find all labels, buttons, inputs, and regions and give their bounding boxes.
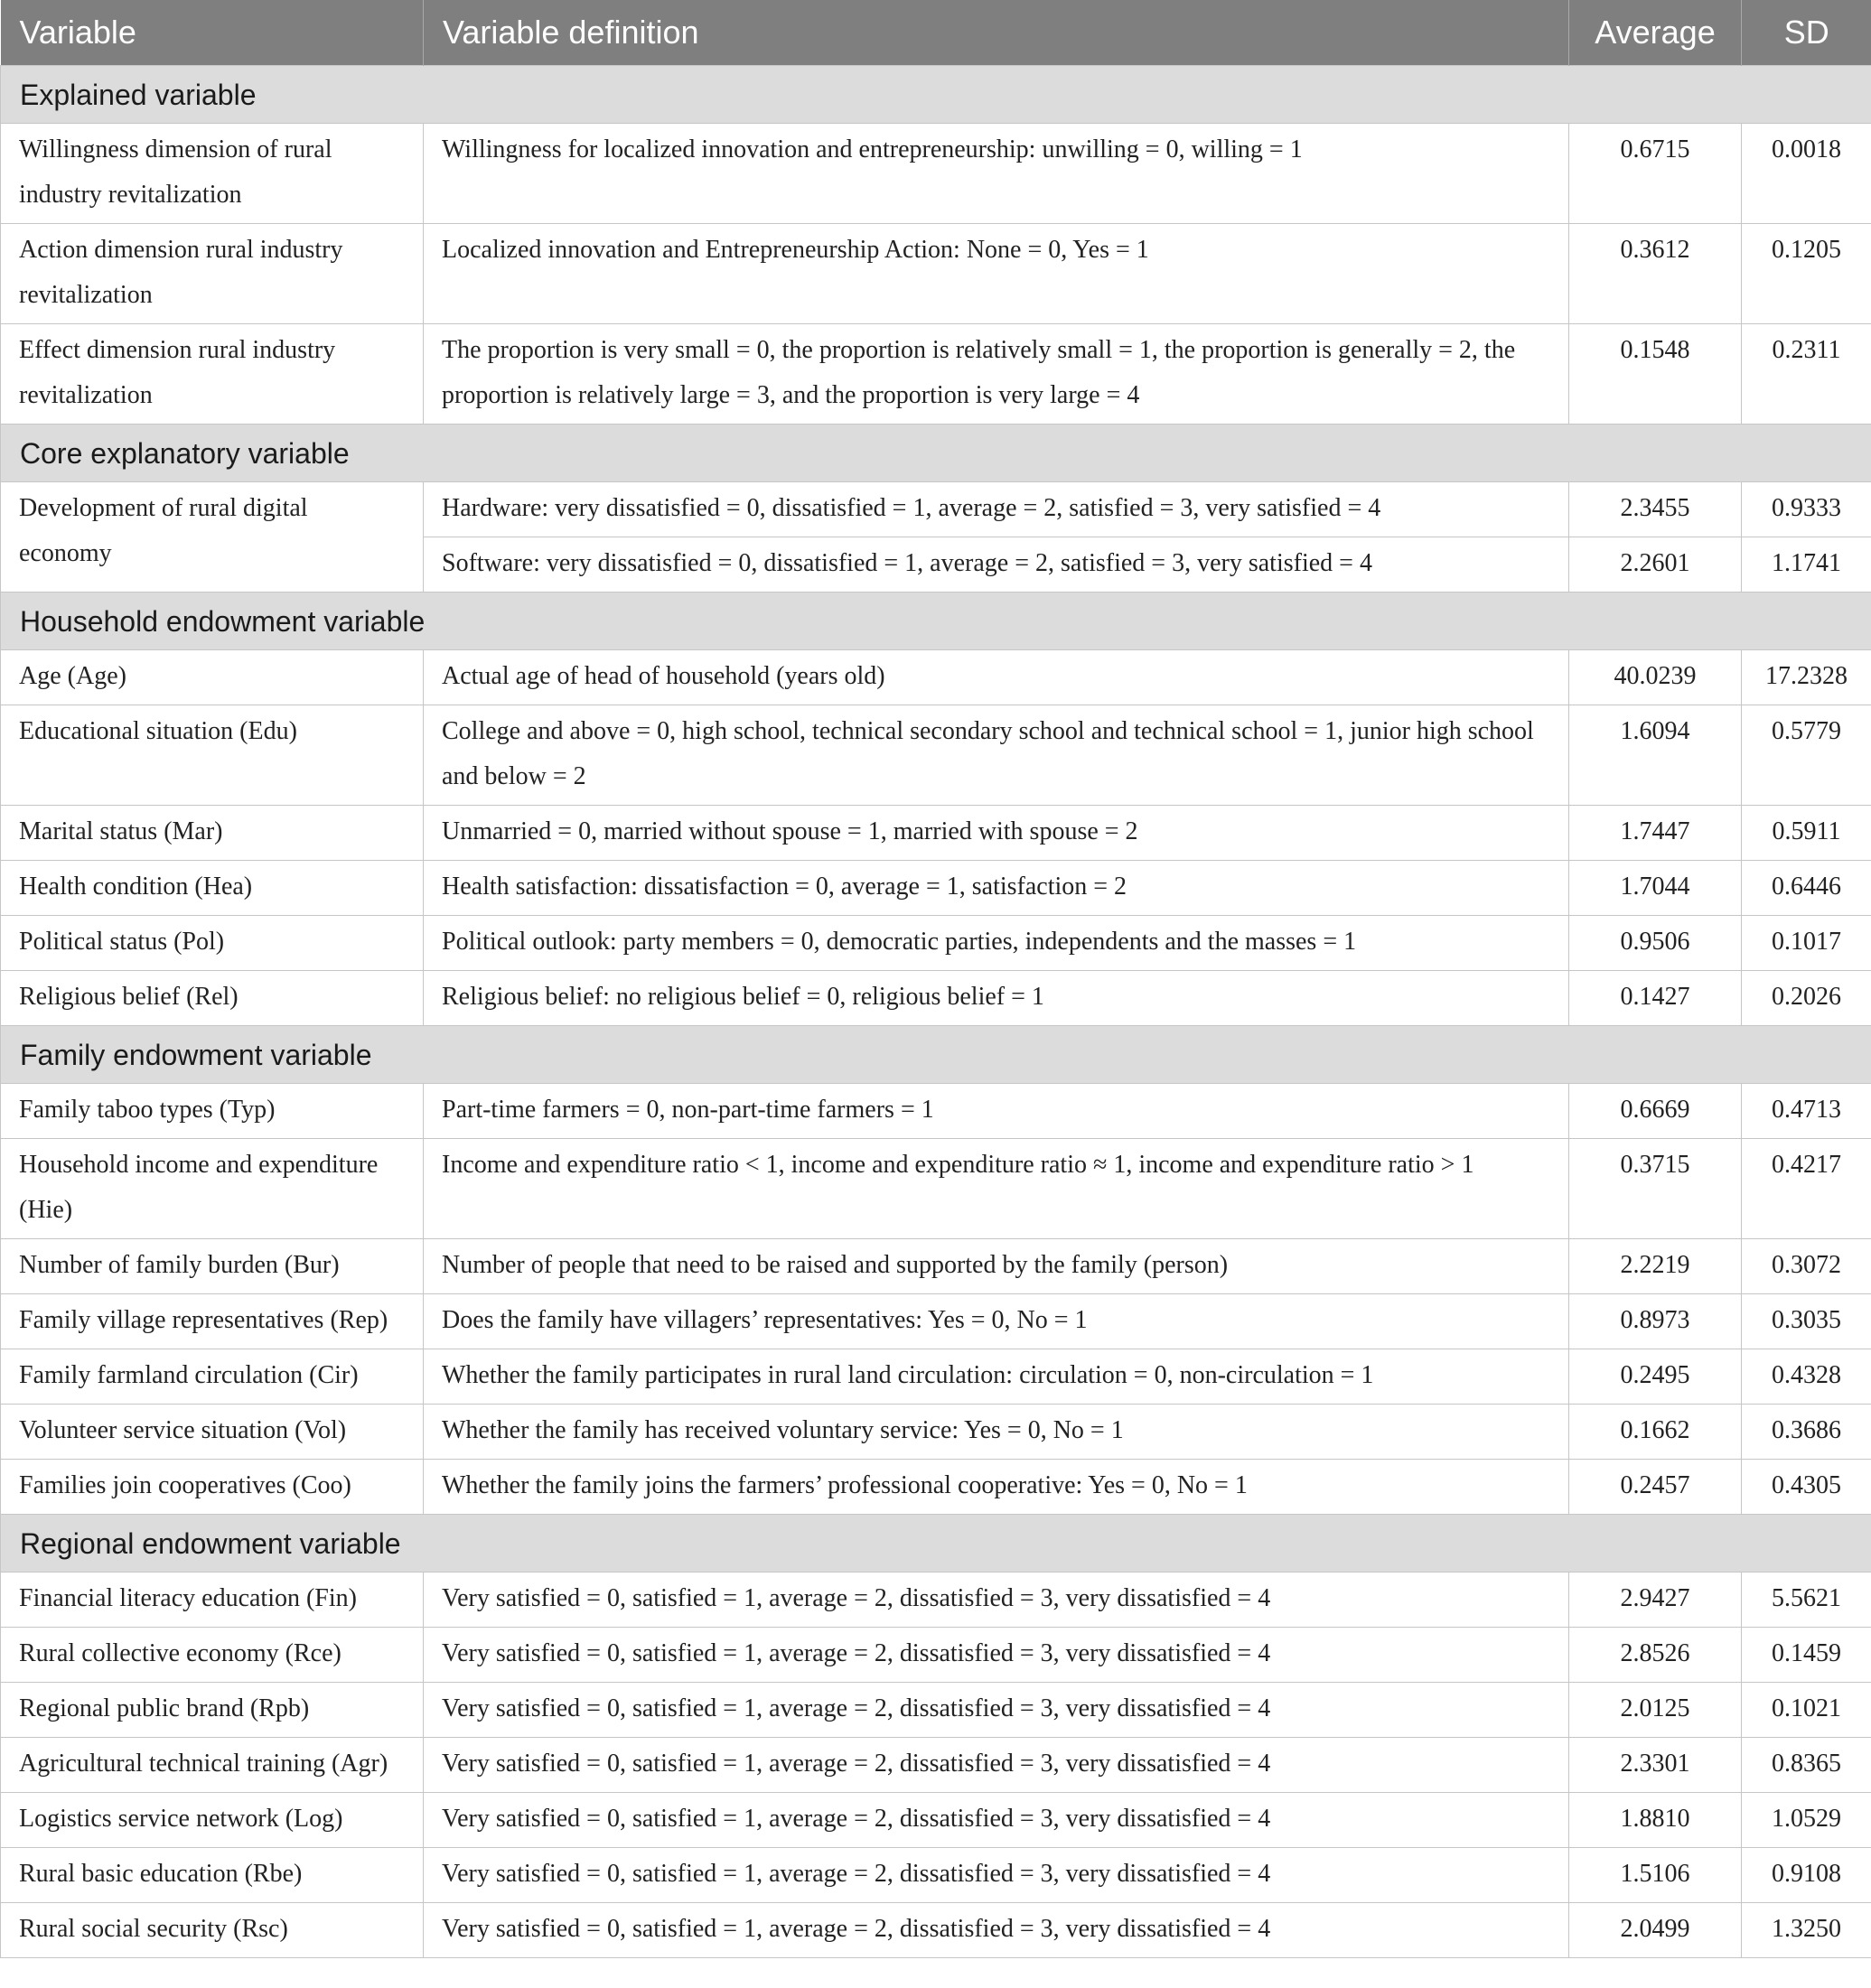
table-row — [1, 1573, 1871, 1628]
header-definition: Variable definition — [424, 0, 1569, 66]
definition-cell: Unmarried = 0, married without spouse = 1, married with spouse = 2 — [424, 806, 1569, 861]
definition-cell: Very satisfied = 0, satisfied = 1, average = 2, dissatisfied = 3, very dissatisfied = 4 — [424, 1573, 1569, 1628]
average-cell: 2.2601 — [1569, 537, 1742, 593]
definition-cell: College and above = 0, high school, technical secondary school and technical school = 1, junior high school and below = 2 — [424, 705, 1569, 806]
sd-cell: 5.5621 — [1742, 1573, 1871, 1628]
section-row — [1, 425, 1871, 482]
section-title: Family endowment variable — [1, 1026, 1871, 1084]
sd-cell: 0.4713 — [1742, 1084, 1871, 1139]
definition-cell: Localized innovation and Entrepreneurship Action: None = 0, Yes = 1 — [424, 224, 1569, 324]
table-row — [1, 1405, 1871, 1460]
definition-cell: Actual age of head of household (years old) — [424, 650, 1569, 705]
sd-cell: 0.9108 — [1742, 1848, 1871, 1903]
definition-cell: Does the family have villagers’ representatives: Yes = 0, No = 1 — [424, 1294, 1569, 1349]
average-cell: 2.3455 — [1569, 482, 1742, 537]
sd-cell: 1.1741 — [1742, 537, 1871, 593]
average-cell: 0.2457 — [1569, 1460, 1742, 1515]
table-row — [1, 650, 1871, 705]
average-cell: 1.7044 — [1569, 861, 1742, 916]
definition-cell: Whether the family joins the farmers’ professional cooperative: Yes = 0, No = 1 — [424, 1460, 1569, 1515]
sd-cell: 0.2311 — [1742, 324, 1871, 425]
variable-cell: Age (Age) — [1, 650, 424, 705]
sd-cell: 0.1459 — [1742, 1628, 1871, 1683]
definition-cell: Very satisfied = 0, satisfied = 1, average = 2, dissatisfied = 3, very dissatisfied = 4 — [424, 1738, 1569, 1793]
variable-cell: Families join cooperatives (Coo) — [1, 1460, 424, 1515]
variable-cell: Religious belief (Rel) — [1, 971, 424, 1026]
average-cell: 1.8810 — [1569, 1793, 1742, 1848]
table-row — [1, 1084, 1871, 1139]
variable-cell: Marital status (Mar) — [1, 806, 424, 861]
average-cell: 40.0239 — [1569, 650, 1742, 705]
sd-cell: 0.5911 — [1742, 806, 1871, 861]
section-title: Household endowment variable — [1, 593, 1871, 650]
definition-cell: Income and expenditure ratio < 1, income and expenditure ratio ≈ 1, income and expenditure ratio > 1 — [424, 1139, 1569, 1239]
variable-cell: Number of family burden (Bur) — [1, 1239, 424, 1294]
section-row — [1, 1026, 1871, 1084]
definition-cell: Very satisfied = 0, satisfied = 1, average = 2, dissatisfied = 3, very dissatisfied = 4 — [424, 1793, 1569, 1848]
table-row — [1, 1294, 1871, 1349]
section-row — [1, 1515, 1871, 1573]
sd-cell: 1.0529 — [1742, 1793, 1871, 1848]
average-cell: 0.1662 — [1569, 1405, 1742, 1460]
table-row — [1, 1738, 1871, 1793]
sd-cell: 0.3686 — [1742, 1405, 1871, 1460]
section-title: Explained variable — [1, 66, 1871, 124]
sd-cell: 0.8365 — [1742, 1738, 1871, 1793]
definition-cell: The proportion is very small = 0, the proportion is relatively small = 1, the proportion is generally = 2, the proportion is relatively large = 3, and the proportion is very large = 4 — [424, 324, 1569, 425]
definition-cell: Number of people that need to be raised and supported by the family (person) — [424, 1239, 1569, 1294]
sd-cell: 0.5779 — [1742, 705, 1871, 806]
sd-cell: 0.4305 — [1742, 1460, 1871, 1515]
definition-cell: Political outlook: party members = 0, democratic parties, independents and the masses = 1 — [424, 916, 1569, 971]
average-cell: 1.7447 — [1569, 806, 1742, 861]
table-row — [1, 971, 1871, 1026]
header-sd: SD — [1742, 0, 1871, 66]
definition-cell: Whether the family has received voluntary service: Yes = 0, No = 1 — [424, 1405, 1569, 1460]
variable-cell: Regional public brand (Rpb) — [1, 1683, 424, 1738]
table-row — [1, 1460, 1871, 1515]
average-cell: 0.9506 — [1569, 916, 1742, 971]
average-cell: 2.0125 — [1569, 1683, 1742, 1738]
definition-cell: Part-time farmers = 0, non-part-time farmers = 1 — [424, 1084, 1569, 1139]
sd-cell: 0.1017 — [1742, 916, 1871, 971]
average-cell: 0.3715 — [1569, 1139, 1742, 1239]
table-row — [1, 1628, 1871, 1683]
variable-cell: Health condition (Hea) — [1, 861, 424, 916]
variable-cell: Volunteer service situation (Vol) — [1, 1405, 424, 1460]
table-row — [1, 1139, 1871, 1239]
sd-cell: 0.9333 — [1742, 482, 1871, 537]
table-row — [1, 324, 1871, 425]
sd-cell: 0.0018 — [1742, 124, 1871, 224]
variable-cell: Educational situation (Edu) — [1, 705, 424, 806]
definition-cell: Very satisfied = 0, satisfied = 1, average = 2, dissatisfied = 3, very dissatisfied = 4 — [424, 1903, 1569, 1958]
table-row — [1, 124, 1871, 224]
definition-cell: Very satisfied = 0, satisfied = 1, average = 2, dissatisfied = 3, very dissatisfied = 4 — [424, 1628, 1569, 1683]
sd-cell: 1.3250 — [1742, 1903, 1871, 1958]
definition-cell: Health satisfaction: dissatisfaction = 0, average = 1, satisfaction = 2 — [424, 861, 1569, 916]
section-title: Regional endowment variable — [1, 1515, 1871, 1573]
variable-cell: Agricultural technical training (Agr) — [1, 1738, 424, 1793]
header-average: Average — [1569, 0, 1742, 66]
table-row — [1, 916, 1871, 971]
sd-cell: 0.4328 — [1742, 1349, 1871, 1405]
average-cell: 1.5106 — [1569, 1848, 1742, 1903]
sd-cell: 0.6446 — [1742, 861, 1871, 916]
section-title: Core explanatory variable — [1, 425, 1871, 482]
definition-cell: Willingness for localized innovation and entrepreneurship: unwilling = 0, willing = 1 — [424, 124, 1569, 224]
table-row — [1, 482, 1871, 537]
table-row — [1, 861, 1871, 916]
average-cell: 0.1548 — [1569, 324, 1742, 425]
average-cell: 2.8526 — [1569, 1628, 1742, 1683]
definition-cell: Hardware: very dissatisfied = 0, dissatisfied = 1, average = 2, satisfied = 3, very satisfied = 4 — [424, 482, 1569, 537]
table-row — [1, 705, 1871, 806]
table-row — [1, 1683, 1871, 1738]
variable-cell: Rural social security (Rsc) — [1, 1903, 424, 1958]
variable-cell: Willingness dimension of rural industry revitalization — [1, 124, 424, 224]
table-row — [1, 1903, 1871, 1958]
variable-cell: Family village representatives (Rep) — [1, 1294, 424, 1349]
variable-cell: Action dimension rural industry revitalization — [1, 224, 424, 324]
table-row — [1, 1349, 1871, 1405]
average-cell: 0.6715 — [1569, 124, 1742, 224]
variable-cell: Effect dimension rural industry revitalization — [1, 324, 424, 425]
sd-cell: 17.2328 — [1742, 650, 1871, 705]
variable-cell: Family farmland circulation (Cir) — [1, 1349, 424, 1405]
variable-cell: Rural basic education (Rbe) — [1, 1848, 424, 1903]
average-cell: 0.1427 — [1569, 971, 1742, 1026]
header-variable: Variable — [1, 0, 424, 66]
average-cell: 0.3612 — [1569, 224, 1742, 324]
variable-cell: Political status (Pol) — [1, 916, 424, 971]
average-cell: 1.6094 — [1569, 705, 1742, 806]
variable-cell: Household income and expenditure (Hie) — [1, 1139, 424, 1239]
average-cell: 2.0499 — [1569, 1903, 1742, 1958]
variable-cell: Rural collective economy (Rce) — [1, 1628, 424, 1683]
variable-cell: Family taboo types (Typ) — [1, 1084, 424, 1139]
definition-cell: Whether the family participates in rural land circulation: circulation = 0, non-circulation = 1 — [424, 1349, 1569, 1405]
sd-cell: 0.3072 — [1742, 1239, 1871, 1294]
average-cell: 0.8973 — [1569, 1294, 1742, 1349]
table-row — [1, 224, 1871, 324]
section-row — [1, 66, 1871, 124]
sd-cell: 0.1205 — [1742, 224, 1871, 324]
average-cell: 2.2219 — [1569, 1239, 1742, 1294]
definition-cell: Software: very dissatisfied = 0, dissatisfied = 1, average = 2, satisfied = 3, very satisfied = 4 — [424, 537, 1569, 593]
sd-cell: 0.2026 — [1742, 971, 1871, 1026]
average-cell: 2.9427 — [1569, 1573, 1742, 1628]
sd-cell: 0.4217 — [1742, 1139, 1871, 1239]
table-row — [1, 1848, 1871, 1903]
header-row — [1, 0, 1871, 66]
table-body — [1, 66, 1871, 1958]
average-cell: 2.3301 — [1569, 1738, 1742, 1793]
table-row — [1, 1793, 1871, 1848]
table-row — [1, 1239, 1871, 1294]
table-row — [1, 806, 1871, 861]
variable-cell: Logistics service network (Log) — [1, 1793, 424, 1848]
sd-cell: 0.3035 — [1742, 1294, 1871, 1349]
sd-cell: 0.1021 — [1742, 1683, 1871, 1738]
variable-cell: Financial literacy education (Fin) — [1, 1573, 424, 1628]
section-row — [1, 593, 1871, 650]
average-cell: 0.2495 — [1569, 1349, 1742, 1405]
definition-cell: Very satisfied = 0, satisfied = 1, average = 2, dissatisfied = 3, very dissatisfied = 4 — [424, 1848, 1569, 1903]
definition-cell: Religious belief: no religious belief = 0, religious belief = 1 — [424, 971, 1569, 1026]
definition-cell: Very satisfied = 0, satisfied = 1, average = 2, dissatisfied = 3, very dissatisfied = 4 — [424, 1683, 1569, 1738]
variable-cell: Development of rural digital economy — [1, 482, 424, 593]
average-cell: 0.6669 — [1569, 1084, 1742, 1139]
